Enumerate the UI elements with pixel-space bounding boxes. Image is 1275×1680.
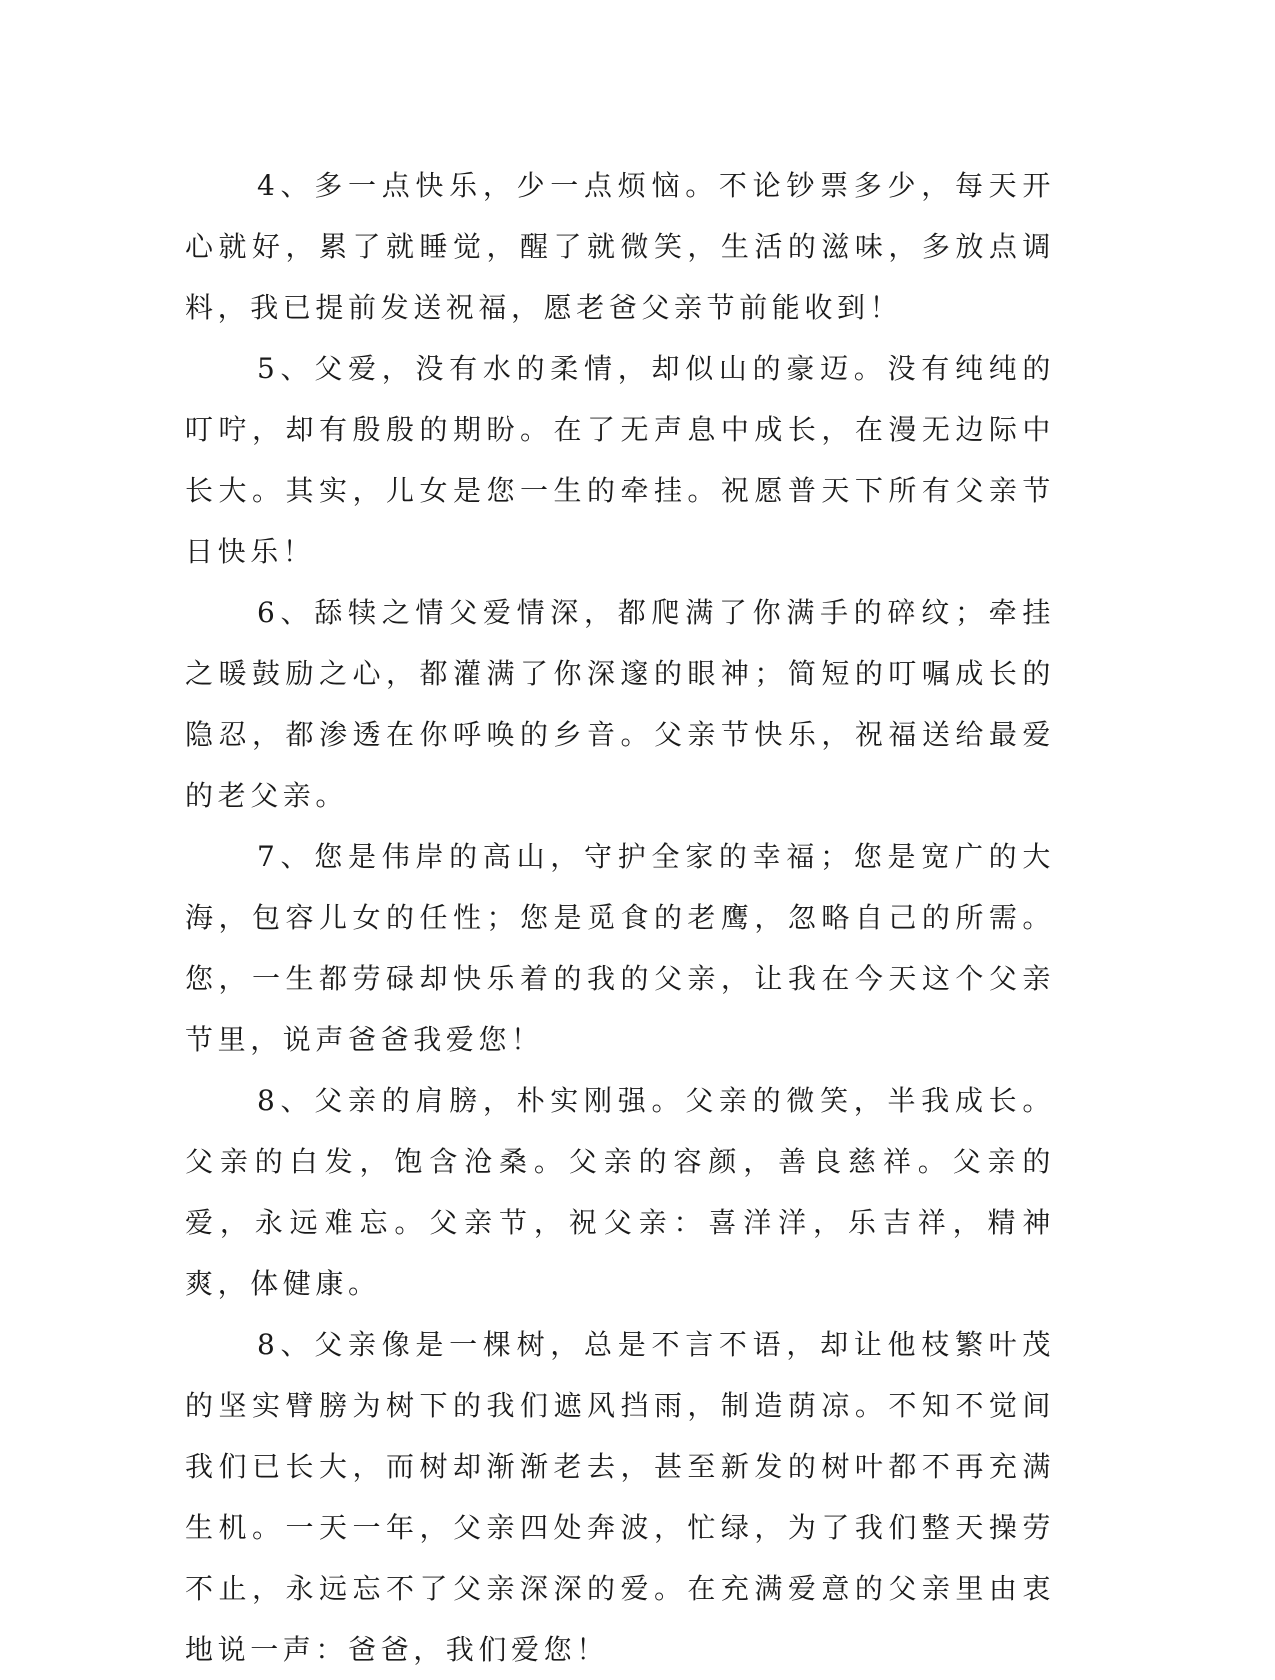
paragraph-4: 4、多一点快乐，少一点烦恼。不论钞票多少，每天开心就好，累了就睡觉，醒了就微笑，生活的滋味，多放点调料，我已提前发送祝福，愿老爸父亲节前能收到！ [185,169,1055,324]
paragraph-7: 7、您是伟岸的高山，守护全家的幸福；您是宽广的大海，包容儿女的任性；您是觅食的老鹰，忽略自己的所需。您，一生都劳碌却快乐着的我的父亲，让我在今天这个父亲节里，说声爸爸我爱您！ [185,840,1055,1056]
paragraph-5: 5、父爱，没有水的柔情，却似山的豪迈。没有纯纯的叮咛，却有殷殷的期盼。在了无声息中成长，在漫无边际中长大。其实，儿女是您一生的牵挂。祝愿普天下所有父亲节日快乐！ [185,352,1055,568]
paragraph-6: 6、舔犊之情父爱情深，都爬满了你满手的碎纹；牵挂之暖鼓励之心，都灌满了你深邃的眼神；简短的叮嘱成长的隐忍，都渗透在你呼唤的乡音。父亲节快乐，祝福送给最爱的老父亲。 [185,596,1055,812]
paragraph-8a: 8、父亲的肩膀，朴实刚强。父亲的微笑，半我成长。父亲的白发，饱含沧桑。父亲的容颜，善良慈祥。父亲的爱，永远难忘。父亲节，祝父亲：喜洋洋，乐吉祥，精神爽，体健康。 [185,1084,1055,1300]
document-body [185,155,1055,1680]
paragraph-8b: 8、父亲像是一棵树，总是不言不语，却让他枝繁叶茂的坚实臂膀为树下的我们遮风挡雨，制造荫凉。不知不觉间我们已长大，而树却渐渐老去，甚至新发的树叶都不再充满生机。一天一年，父亲四处奔波，忙绿，为了我们整天操劳不止，永远忘不了父亲深深的爱。在充满爱意的父亲里由衷地说一声：爸爸，我们爱您！ [185,1328,1055,1666]
